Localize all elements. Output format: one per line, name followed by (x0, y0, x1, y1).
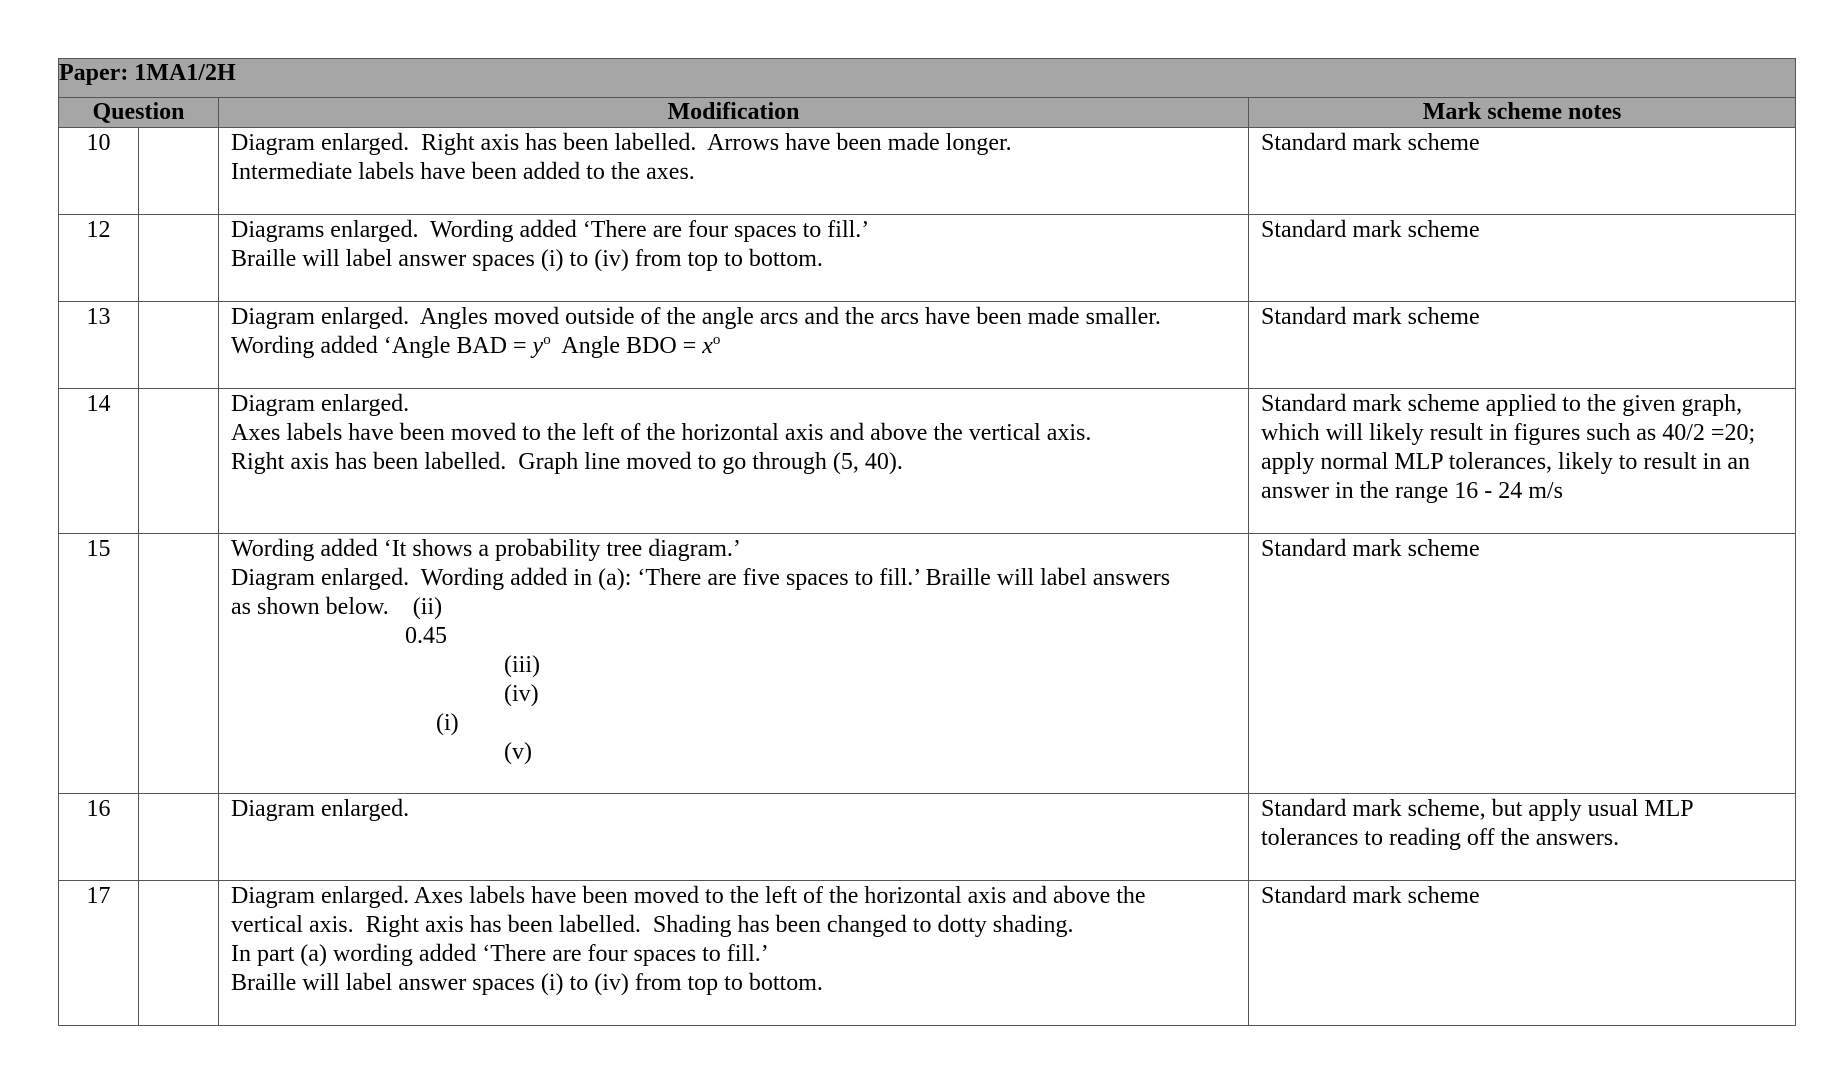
sub-question-cell (139, 389, 219, 534)
table-row (59, 215, 1796, 302)
notes-cell (1249, 794, 1796, 881)
modification-cell (219, 128, 1249, 215)
question-number: 14 (59, 389, 139, 534)
sub-question-cell (139, 534, 219, 794)
modification-header: Modification (219, 98, 1249, 128)
notes-line: which will likely result in figures such as 40/2 =20; (1261, 420, 1756, 446)
modification-line: Wording added ‘It shows a probability tree diagram.’ (231, 536, 741, 562)
modification-line: Diagram enlarged. Axes labels have been moved to the left of the horizontal axis and above the (231, 883, 1146, 909)
tree-answer-label: (iii) (504, 652, 540, 678)
modification-cell (219, 881, 1249, 1026)
modification-line: Intermediate labels have been added to the axes. (231, 159, 695, 185)
tree-value-label: 0.45 (405, 623, 447, 649)
notes-cell (1249, 881, 1796, 1026)
notes-cell (1249, 302, 1796, 389)
table-row (59, 302, 1796, 389)
modification-cell (219, 534, 1249, 794)
notes-line: apply normal MLP tolerances, likely to result in an (1261, 449, 1750, 475)
tree-answer-label: (i) (436, 710, 459, 736)
question-number: 13 (59, 302, 139, 389)
question-number: 12 (59, 215, 139, 302)
modification-line: Diagram enlarged. Angles moved outside of the angle arcs and the arcs have been made smaller. (231, 304, 1161, 330)
modification-line: as shown below. (ii) (231, 594, 443, 620)
modification-cell (219, 302, 1249, 389)
table-row (59, 389, 1796, 534)
modification-line: In part (a) wording added ‘There are four spaces to fill.’ (231, 941, 769, 967)
tree-answer-label: (v) (504, 739, 532, 765)
sub-question-cell (139, 128, 219, 215)
modification-table (58, 58, 1796, 1026)
modification-line: Axes labels have been moved to the left of the horizontal axis and above the vertical axis. (231, 420, 1092, 446)
question-number: 17 (59, 881, 139, 1026)
column-header-row (59, 98, 1796, 128)
angle-wording-line: Wording added ‘Angle BAD = $y^o$ Angle BDO = $x^o$ (231, 332, 721, 359)
modification-line: Right axis has been labelled. Graph line moved to go through (5, 40). (231, 449, 903, 475)
table-row (59, 881, 1796, 1026)
sub-question-cell (139, 302, 219, 389)
sub-question-cell (139, 215, 219, 302)
table-row (59, 128, 1796, 215)
modification-line: Diagram enlarged. Right axis has been labelled. Arrows have been made longer. (231, 130, 1012, 156)
question-header: Question (59, 98, 219, 128)
modification-line: Diagram enlarged. (231, 391, 410, 417)
modification-cell (219, 215, 1249, 302)
modification-line: Braille will label answer spaces (i) to (iv) from top to bottom. (231, 246, 823, 272)
notes-cell (1249, 534, 1796, 794)
modification-cell (219, 794, 1249, 881)
notes-line: Standard mark scheme (1261, 217, 1480, 243)
notes-line: Standard mark scheme, but apply usual MLP (1261, 796, 1694, 822)
table-row (59, 534, 1796, 794)
modification-line: Diagram enlarged. Wording added in (a): ‘There are five spaces to fill.’ Braille will label answers (231, 565, 1171, 591)
notes-line: Standard mark scheme (1261, 304, 1480, 330)
paper-label: Paper: 1MA1/2H (59, 59, 1796, 98)
notes-cell (1249, 128, 1796, 215)
modification-line: Diagram enlarged. (231, 796, 410, 822)
notes-line: Standard mark scheme (1261, 536, 1480, 562)
tree-answer-label: (iv) (504, 681, 539, 707)
table-row (59, 794, 1796, 881)
question-number: 10 (59, 128, 139, 215)
notes-line: Standard mark scheme (1261, 883, 1480, 909)
notes-cell (1249, 215, 1796, 302)
braille-answer-layout (231, 622, 1236, 774)
notes-line: Standard mark scheme (1261, 130, 1480, 156)
sub-question-cell (139, 881, 219, 1026)
modification-cell (219, 389, 1249, 534)
paper-header-row (59, 59, 1796, 98)
sub-question-cell (139, 794, 219, 881)
notes-header: Mark scheme notes (1249, 98, 1796, 128)
modification-line: Braille will label answer spaces (i) to (iv) from top to bottom. (231, 970, 823, 996)
question-number: 15 (59, 534, 139, 794)
notes-line: Standard mark scheme applied to the given graph, (1261, 391, 1743, 417)
notes-cell (1249, 389, 1796, 534)
question-number: 16 (59, 794, 139, 881)
modification-line: vertical axis. Right axis has been labelled. Shading has been changed to dotty shading. (231, 912, 1074, 938)
modification-line: Diagrams enlarged. Wording added ‘There are four spaces to fill.’ (231, 217, 870, 243)
notes-line: tolerances to reading off the answers. (1261, 825, 1620, 851)
notes-line: answer in the range 16 - 24 m/s (1261, 478, 1563, 504)
